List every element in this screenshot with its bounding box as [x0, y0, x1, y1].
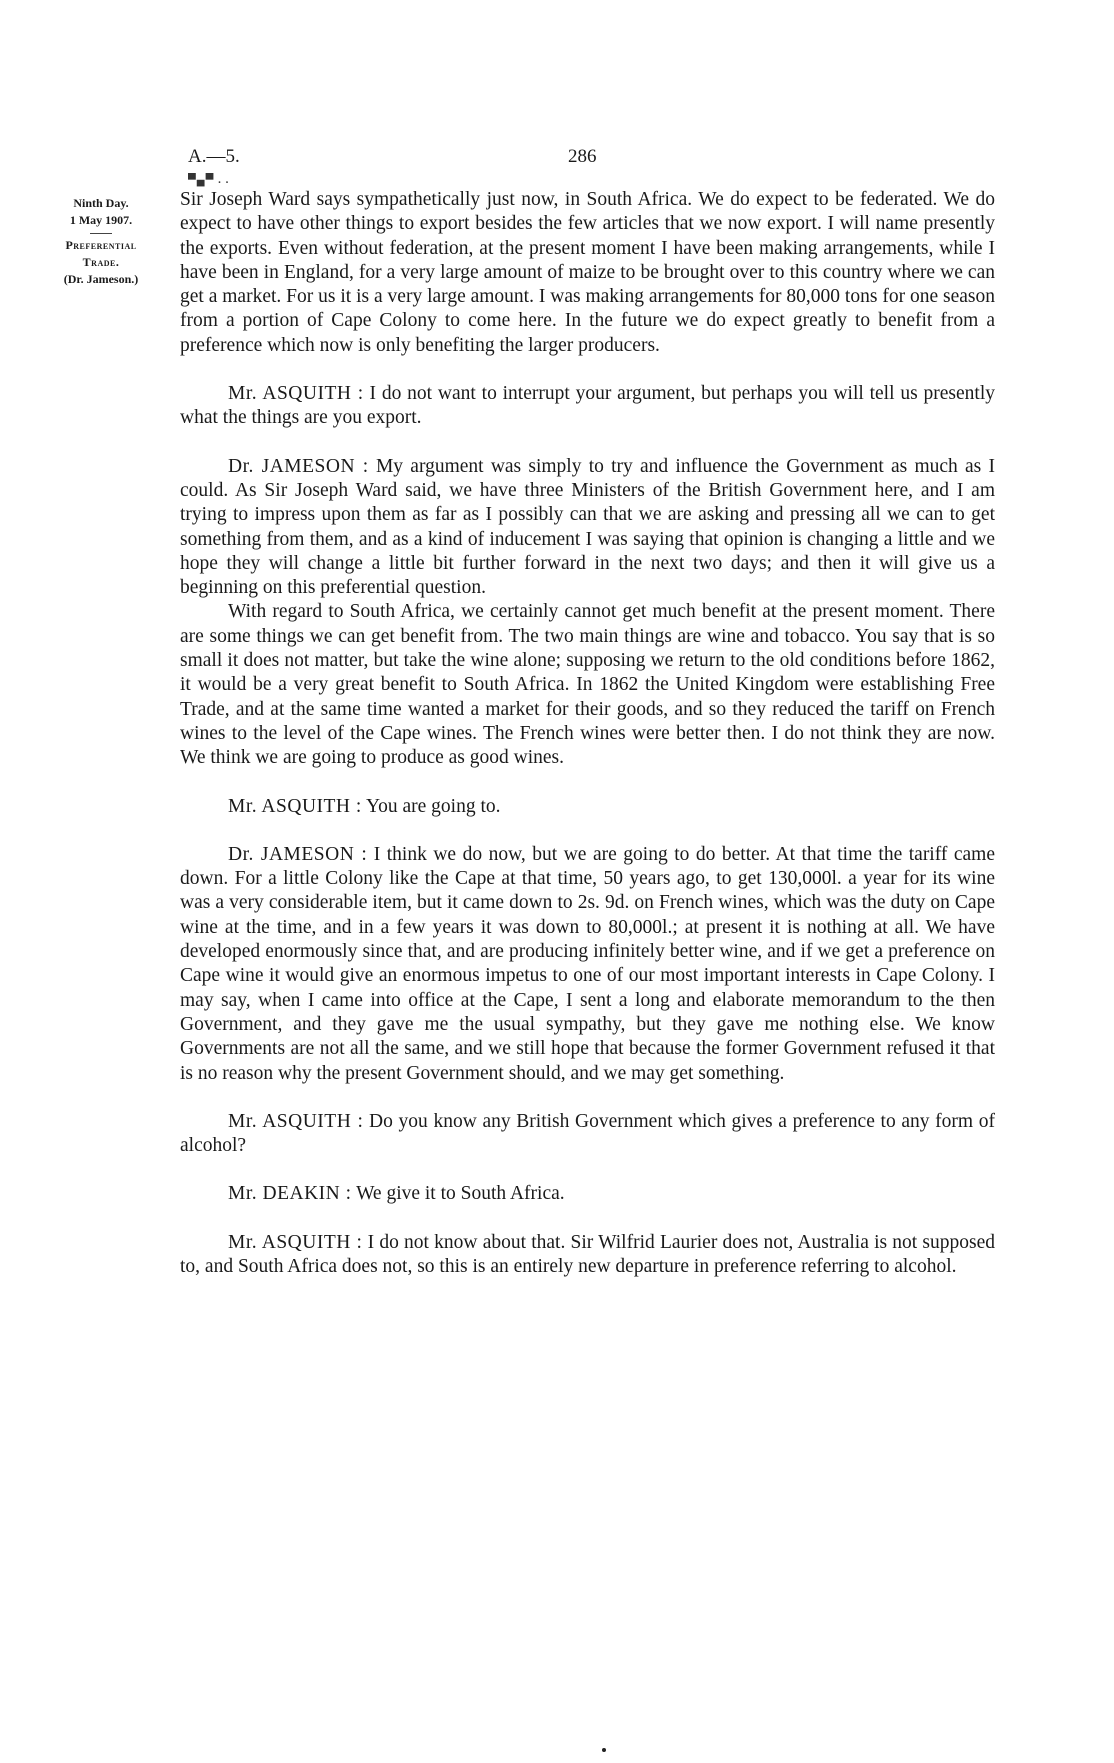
printer-mark: ▀▄▀ . . — [188, 174, 230, 186]
paragraph — [180, 600, 995, 770]
paragraph-text: Do you know any British Government which gives a preference to any form of alcohol? — [180, 1110, 995, 1157]
margin-note-date: 1 May 1907. — [69, 213, 133, 227]
margin-note-topic-line1: Preferential — [65, 238, 137, 252]
paragraph — [180, 382, 995, 431]
paragraph-text: My argument was simply to try and influence the Government as much as I could. As Sir Joseph Ward said, we have three Ministers of the British Government here, and I am trying to impress upon them as far as I possibly can that we are asking and pressing all we can to get something from them, and as a kind of inducement I was saying that opinion is changing a little and we hope they will change a little bit further forward in the next two days; and then it will give us a beginning on this preferential question. — [180, 455, 996, 599]
page-speck — [602, 1748, 606, 1752]
paragraph — [180, 1231, 995, 1280]
paragraph-text: I think we do now, but we are going to do better. At that time the tariff came down. For a little Colony like the Cape at that time, 50 years ago, to get 130,000l. a year for its wine was a very considerable item, but it came down to 2s. 9d. on French wines, which was the duty on Cape wine at the time, and in a few years it was down to 80,000l.; at present it is nothing at all. We have developed enormously since that, and are producing infinitely better wine, and if we get a preference on Cape wine it would give an enormous impetus to one of our most important interests in Cape Colony. I may say, when I came into office at the Cape, I sent a long and elaborate memorandum to the then Government, and they gave me the usual sympathy, but they gave me nothing else. We know Governments are not all the same, and we still hope that because the former Government refused it that is no reason why the present Government should, and we may get something. — [180, 843, 995, 1084]
paragraph-text: With regard to South Africa, we certainly cannot get much benefit at the present moment. There are some things we can get benefit from. The two main things are wine and tobacco. You say that is so small it does not matter, but take the wine alone; supposing we return to the old conditions before 1862, it would be a very great benefit to South Africa. In 1862 the United Kingdom were establishing Free Trade, and at the same time wanted a market for their goods, and so they reduced the tariff on French wines to the level of the Cape wines. The French wines were better then. I do not think they are now. We think we are going to produce as good wines. — [180, 601, 995, 769]
speaker-name: Dr. JAMESON : — [228, 455, 369, 477]
paragraph — [180, 1110, 995, 1159]
speaker-name: Dr. JAMESON : — [228, 843, 368, 865]
paragraph-text: We give it to South Africa. — [351, 1183, 565, 1205]
paragraph — [180, 795, 995, 819]
body-text — [180, 188, 995, 1279]
page-number: 286 — [568, 146, 597, 167]
paragraph — [180, 1182, 995, 1206]
paragraph — [180, 455, 995, 601]
document-reference: A.—5. — [188, 146, 240, 167]
speaker-name: Mr. ASQUITH : — [228, 1231, 363, 1253]
margin-note — [38, 195, 164, 288]
paragraph — [180, 843, 995, 1086]
speaker-name: Mr. ASQUITH : — [228, 383, 364, 405]
speaker-name: Mr. ASQUITH : — [228, 795, 362, 817]
margin-note-day: Ninth Day. — [73, 196, 129, 210]
margin-note-rule — [90, 233, 112, 234]
speaker-name: Mr. ASQUITH : — [228, 1110, 364, 1132]
speaker-name: Mr. DEAKIN : — [228, 1183, 352, 1205]
paragraph-text: You are going to. — [361, 795, 501, 817]
paragraph-text: I do not want to interrupt your argument, but perhaps you will tell us presently what the things are you export. — [180, 383, 995, 429]
paragraph-text: Sir Joseph Ward says sympathetically just now, in South Africa. We do expect to be federated. We do expect to have other things to export besides the few articles that we now export. I will name presently the exports. Even without federation, at the present moment I have been making arrangements, while I have been in England, for a very large amount of maize to be brought over to this country where we can get a market. For us it is a very large amount. I was making arrangements for 80,000 tons for one season from a portion of Cape Colony to come here. In the future we do expect greatly to benefit from a preference which now is only benefiting the larger producers. — [180, 189, 995, 356]
margin-note-topic-line2: Trade. — [82, 255, 120, 269]
paragraph-text: I do not know about that. Sir Wilfrid Laurier does not, Australia is not supposed to, and South Africa does not, so this is an entirely new departure in preference referring to alcohol. — [180, 1231, 995, 1277]
margin-note-speaker: (Dr. Jameson.) — [63, 272, 139, 286]
page-header — [188, 146, 996, 170]
paragraph — [180, 188, 995, 358]
